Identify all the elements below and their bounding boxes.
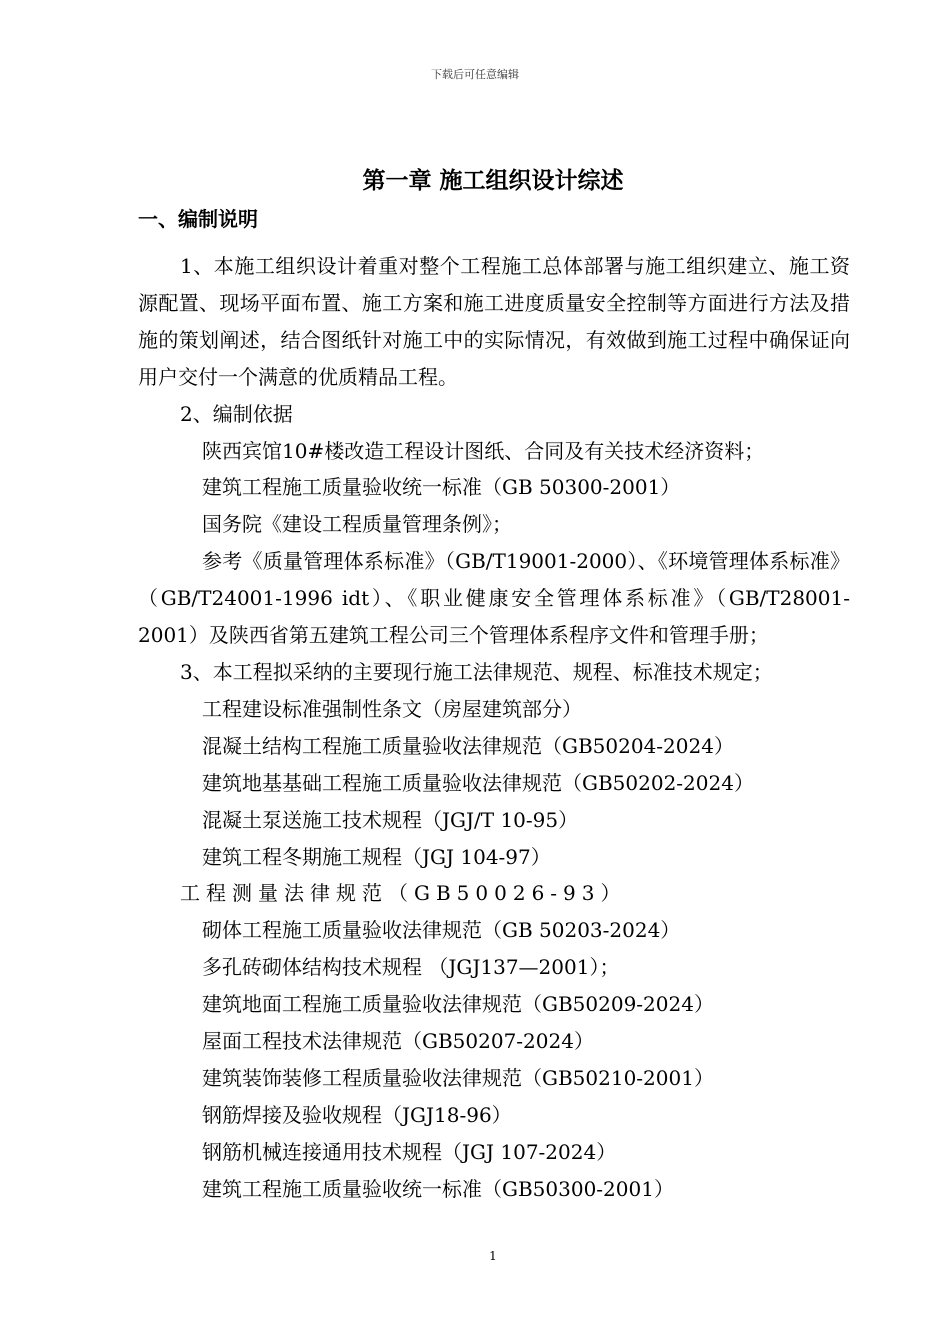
standard-item: 多孔砖砌体结构技术规程 （JGJ137—2001）； [202, 955, 620, 980]
standard-item: 钢筋焊接及验收规程（JGJ18-96） [202, 1102, 512, 1127]
section-heading: 一、编制说明 [138, 207, 258, 231]
basis-item: 建筑工程施工质量验收统一标准（GB 50300-2001） [202, 475, 681, 500]
standard-item: 屋面工程技术法律规范（GB50207-2024） [202, 1029, 594, 1054]
standard-item: 建筑装饰装修工程质量验收法律规范（GB50210-2001） [202, 1065, 714, 1090]
page-number: 1 [489, 1249, 497, 1263]
standard-item: 混凝土泵送施工技术规程（JGJ/T 10-95） [202, 807, 579, 832]
standard-item: 建筑工程冬期施工规程（JGJ 104-97） [202, 844, 551, 869]
standard-item: 建筑工程施工质量验收统一标准（GB50300-2001） [202, 1176, 674, 1201]
survey-standard-item: 工程测量法律规范（GB50026-93） [180, 881, 627, 906]
standard-item: 钢筋机械连接通用技术规程（JGJ 107-2024） [202, 1139, 617, 1164]
standards-heading: 3、本工程拟采纳的主要现行施工法律规范、规程、标准技术规定； [180, 659, 773, 684]
standard-item: 混凝土结构工程施工质量验收法律规范（GB50204-2024） [202, 733, 734, 758]
reference-paragraph: 参考《质量管理体系标准》（GB/T19001-2000）、《环境管理体系标准》（GB/T24001-1996 idt）、《职业健康安全管理体系标准》（GB/T28001-2001）及陕西省第五建筑工程公司三个管理体系程序文件和管理手册； [138, 549, 850, 648]
standard-item: 砌体工程施工质量验收法律规范（GB 50203-2024） [202, 918, 681, 943]
chapter-title: 第一章 施工组织设计综述 [362, 167, 624, 194]
basis-heading: 2、编制依据 [180, 401, 293, 426]
standard-item: 工程建设标准强制性条文（房屋建筑部分） [202, 696, 582, 721]
intro-paragraph: 1、本施工组织设计着重对整个工程施工总体部署与施工组织建立、施工资源配置、现场平面布置、施工方案和施工进度质量安全控制等方面进行方法及措施的策划阐述，结合图纸针对施工中的实际情况，有效做到施工过程中确保证向用户交付一个满意的优质精品工程。 [138, 254, 850, 389]
basis-item: 陕西宾馆10#楼改造工程设计图纸、合同及有关技术经济资料； [202, 438, 765, 463]
basis-item: 国务院《建设工程质量管理条例》； [202, 512, 512, 537]
document-body [138, 248, 850, 1208]
page-header-note: 下载后可任意编辑 [431, 68, 519, 81]
standard-item: 建筑地基基础工程施工质量验收法律规范（GB50202-2024） [202, 770, 754, 795]
standard-item: 建筑地面工程施工质量验收法律规范（GB50209-2024） [202, 992, 714, 1017]
